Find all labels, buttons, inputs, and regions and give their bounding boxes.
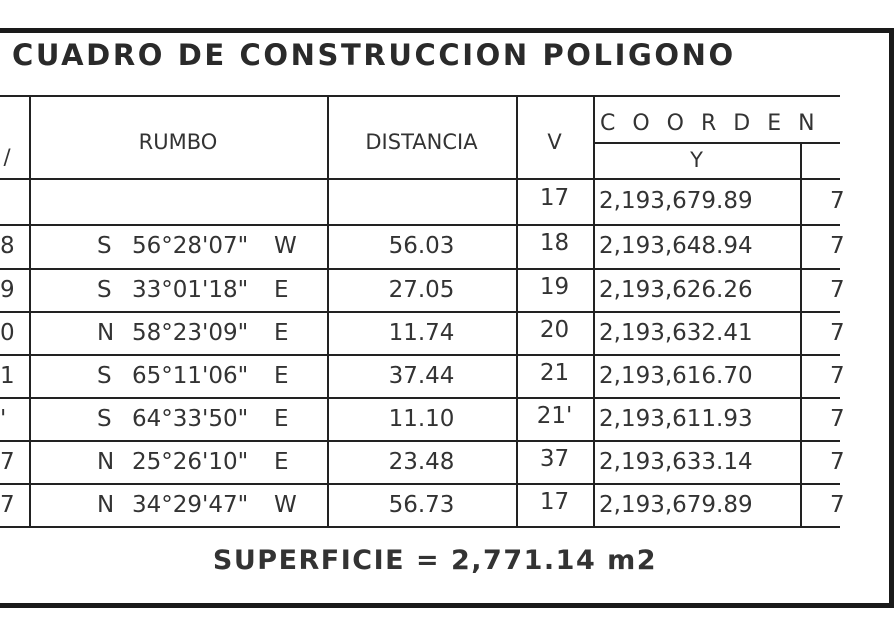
cell-distancia: 27.05 — [388, 277, 455, 303]
cell-rumbo-angle: 34°29'47" — [132, 492, 249, 518]
cell-v: 21' — [536, 403, 573, 429]
cell-x-partial: 7 — [830, 492, 845, 518]
cell-y: 2,193,616.70 — [599, 363, 753, 389]
header-v: V — [547, 130, 562, 154]
cell-rumbo-dir2: E — [274, 277, 289, 303]
col-rule-1 — [29, 96, 31, 526]
cell-x-partial: 7 — [830, 320, 845, 346]
cell-lado: ' — [0, 406, 7, 432]
cell-y: 2,193,679.89 — [599, 188, 753, 214]
cell-rumbo-angle: 64°33'50" — [132, 406, 249, 432]
cell-rumbo-dir2: E — [274, 320, 289, 346]
header-rumbo: RUMBO — [138, 130, 218, 154]
cell-rumbo-angle: 65°11'06" — [132, 363, 249, 389]
rule-above-superficie — [0, 526, 840, 528]
cell-x-partial: 7 — [830, 449, 845, 475]
cell-lado: 7 — [0, 492, 15, 518]
row-rule-2 — [0, 268, 840, 270]
cell-rumbo-dir2: E — [274, 449, 289, 475]
superficie-total: SUPERFICIE = 2,771.14 m2 — [212, 545, 658, 576]
cell-lado: 7 — [0, 449, 15, 475]
cell-lado: 9 — [0, 277, 15, 303]
row-rule-3 — [0, 311, 840, 313]
cell-y: 2,193,648.94 — [599, 233, 753, 259]
header-distancia: DISTANCIA — [365, 130, 478, 154]
cell-x-partial: 7 — [830, 233, 845, 259]
cell-y: 2,193,633.14 — [599, 449, 753, 475]
cell-rumbo-dir2: E — [274, 406, 289, 432]
cell-y: 2,193,632.41 — [599, 320, 753, 346]
cell-x-partial: 7 — [830, 277, 845, 303]
row-rule-1 — [0, 224, 840, 226]
cell-rumbo-dir1: S — [97, 363, 112, 389]
cell-distancia: 11.10 — [388, 406, 455, 432]
cell-lado: 0 — [0, 320, 15, 346]
cell-v: 17 — [539, 185, 570, 211]
cell-rumbo-dir2: W — [274, 233, 297, 259]
row-rule-7 — [0, 483, 840, 485]
cell-v: 18 — [539, 230, 570, 256]
cell-rumbo-dir1: N — [97, 449, 115, 475]
cell-x-partial: 7 — [830, 188, 845, 214]
cell-v: 37 — [539, 446, 570, 472]
cell-v: 19 — [539, 274, 570, 300]
col-rule-5 — [800, 142, 802, 526]
cell-rumbo-angle: 56°28'07" — [132, 233, 249, 259]
cell-distancia: 11.74 — [388, 320, 455, 346]
cell-distancia: 37.44 — [388, 363, 455, 389]
cell-y: 2,193,679.89 — [599, 492, 753, 518]
cell-rumbo-dir1: S — [97, 233, 112, 259]
header-coordenadas: COORDEN — [600, 111, 832, 136]
rule-under-coord-header — [593, 142, 840, 144]
header-y: Y — [690, 148, 703, 172]
cell-distancia: 56.73 — [388, 492, 455, 518]
cell-rumbo-angle: 33°01'18" — [132, 277, 249, 303]
cell-x-partial: 7 — [830, 363, 845, 389]
rule-under-title — [0, 95, 840, 97]
row-rule-5 — [0, 397, 840, 399]
cell-v: 21 — [539, 360, 570, 386]
cell-rumbo-dir2: E — [274, 363, 289, 389]
cell-lado: 1 — [0, 363, 15, 389]
table-title: CUADRO DE CONSTRUCCION POLIGONO — [12, 38, 736, 72]
cell-y: 2,193,626.26 — [599, 277, 753, 303]
header-lado-partial: / — [3, 145, 11, 169]
cell-rumbo-dir2: W — [274, 492, 297, 518]
cell-v: 20 — [539, 317, 570, 343]
cell-rumbo-dir1: N — [97, 492, 115, 518]
cell-y: 2,193,611.93 — [599, 406, 753, 432]
cell-rumbo-angle: 58°23'09" — [132, 320, 249, 346]
cell-rumbo-angle: 25°26'10" — [132, 449, 249, 475]
cell-x-partial: 7 — [830, 406, 845, 432]
rule-under-headers — [0, 178, 840, 180]
row-rule-6 — [0, 440, 840, 442]
cell-rumbo-dir1: S — [97, 406, 112, 432]
row-rule-4 — [0, 354, 840, 356]
cell-v: 17 — [539, 489, 570, 515]
cell-distancia: 56.03 — [388, 233, 455, 259]
cell-distancia: 23.48 — [388, 449, 455, 475]
cell-lado: 8 — [0, 233, 15, 259]
cell-rumbo-dir1: N — [97, 320, 115, 346]
cell-rumbo-dir1: S — [97, 277, 112, 303]
